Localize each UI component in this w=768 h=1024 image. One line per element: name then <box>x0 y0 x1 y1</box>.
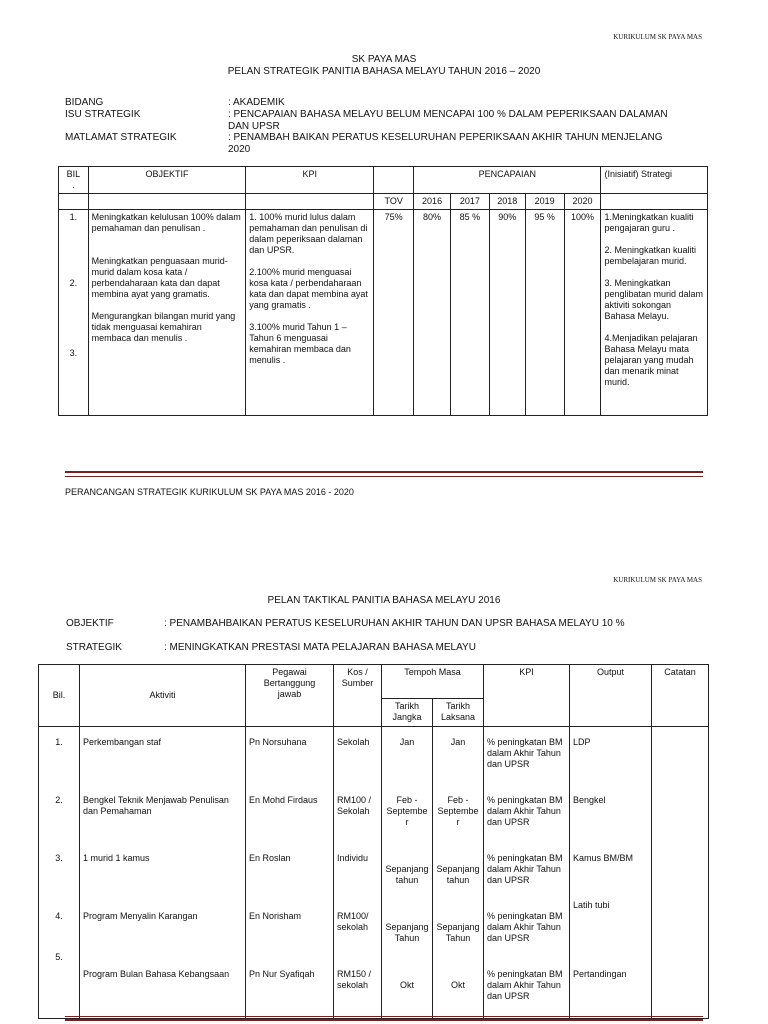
field-label-matlamat: MATLAMAT STRATEGIK <box>65 132 177 143</box>
tactical-plan-table <box>38 664 709 1019</box>
row-5-bil: 5. <box>55 952 63 962</box>
row-4-jangka: Sepanjang Tahun <box>385 922 429 943</box>
page2-bottom-divider <box>65 1019 703 1021</box>
header-objektif: OBJEKTIF <box>88 167 246 194</box>
pencapaian-2020: 100% <box>564 210 601 416</box>
row-1-aktiviti: Perkembangan staf <box>83 737 162 747</box>
bil-1: 1. <box>69 212 78 222</box>
th-bil: Bil. <box>39 665 80 727</box>
header-blank <box>374 167 414 194</box>
row-2-jangka: Feb - Septembe r <box>386 795 428 827</box>
th-kpi: KPI <box>484 665 570 727</box>
bil-3: 3. <box>69 348 78 358</box>
catatan-cell <box>652 727 709 1019</box>
objektif-3: Mengurangkan bilangan murid yang tidak menguasai kemahiran membaca dan menulis . <box>91 311 236 343</box>
row-5-laksana: Okt <box>450 980 465 990</box>
strategik-value: : MENINGKATKAN PRESTASI MATA PELAJARAN BAHASA MELAYU <box>164 642 476 653</box>
field-label-bidang: BIDANG <box>65 97 104 108</box>
row-3-jangka: Sepanjang tahun <box>385 864 429 885</box>
row-4-kos: RM100/ sekolah <box>337 911 369 932</box>
th-tarikh-laksana: Tarikh Laksana <box>433 699 484 727</box>
kpi-3: 3.100% murid Tahun 1 – Tahun 6 menguasai kemahiran membaca dan menulis . <box>249 322 351 365</box>
field-value-matlamat: : PENAMBAH BAIKAN PERATUS KESELURUHAN PEPERIKSAAN AKHIR TAHUN MENJELANG 2020 <box>228 132 663 155</box>
row-1-bil: 1. <box>55 737 63 747</box>
row-1-kpi: % peningkatan BM dalam Akhir Tahun dan UPSR <box>487 737 563 769</box>
strategi-1: 1.Meningkatkan kualiti pengajaran guru . <box>604 212 694 233</box>
row-1-output: LDP <box>573 737 591 747</box>
strategi-3: 3. Meningkatkan penglibatan murid dalam aktiviti sokongan Bahasa Melayu. <box>604 278 704 321</box>
subheader-2020: 2020 <box>564 194 601 210</box>
header-pencapaian: PENCAPAIAN <box>414 167 601 194</box>
row-4-aktiviti: Program Menyalin Karangan <box>83 911 198 921</box>
objektif-label: OBJEKTIF <box>66 618 114 629</box>
row-1-pegawai: Pn Norsuhana <box>249 737 307 747</box>
row-5-pegawai: Pn Nur Syafiqah <box>249 969 315 979</box>
header-kpi: KPI <box>246 167 374 194</box>
row-3-kpi: % peningkatan BM dalam Akhir Tahun dan UPSR <box>487 853 563 885</box>
row-3-bil: 3. <box>55 853 63 863</box>
th-kos: Kos / Sumber <box>334 665 382 727</box>
field-value-bidang: : AKADEMIK <box>228 97 285 108</box>
subheader-2018: 2018 <box>489 194 525 210</box>
page-header-right: KURIKULUM SK PAYA MAS <box>613 33 702 41</box>
pencapaian-2018: 90% <box>489 210 525 416</box>
row-2-aktiviti: Bengkel Teknik Menjawab Penulisan dan Pemahaman <box>83 795 229 816</box>
row-3-kos: Individu <box>337 853 369 863</box>
page2-header-right: KURIKULUM SK PAYA MAS <box>613 576 702 584</box>
objektif-2: Meningkatkan penguasaan murid- murid dalam kosa kata / perbendaharaan kata dan dapat membina ayat yang gramatis. <box>91 256 228 299</box>
subheader-2019: 2019 <box>525 194 564 210</box>
row-2-kpi: % peningkatan BM dalam Akhir Tahun dan UPSR <box>487 795 563 827</box>
row-4-bil: 4. <box>55 911 63 921</box>
footer-divider-thin <box>65 476 703 477</box>
field-value-isu: : PENCAPAIAN BAHASA MELAYU BELUM MENCAPAI 100 % DALAM PEPERIKSAAN DALAMAN DAN UPSR <box>228 109 668 132</box>
row-2-kos: RM100 / Sekolah <box>337 795 372 816</box>
th-tarikh-jangka: Tarikh Jangka <box>382 699 433 727</box>
header-bil: BIL . <box>59 167 89 194</box>
row-5-kpi: % peningkatan BM dalam Akhir Tahun dan UPSR <box>487 969 563 1001</box>
kpi-2: 2.100% murid menguasai kosa kata / perbendaharaan kata dan dapat membina ayat yang gramatis . <box>249 267 368 310</box>
tactical-title: PELAN TAKTIKAL PANITIA BAHASA MELAYU 2016 <box>267 595 501 606</box>
page-footer: PERANCANGAN STRATEGIK KURIKULUM SK PAYA MAS 2016 - 2020 <box>65 487 354 497</box>
th-catatan: Catatan <box>652 665 709 727</box>
row-2-laksana: Feb - Septembe r <box>437 795 479 827</box>
row-1-jangka: Jan <box>399 737 415 747</box>
row-4-pegawai: En Norisham <box>249 911 302 921</box>
strategi-2: 2. Meningkatkan kualiti pembelajaran murid. <box>604 245 697 266</box>
row-4-laksana: Sepanjang Tahun <box>436 922 480 943</box>
th-output: Output <box>570 665 652 727</box>
row-5-jangka: Okt <box>399 980 414 990</box>
bil-2: 2. <box>69 278 78 288</box>
field-label-isu: ISU STRATEGIK <box>65 109 141 120</box>
objektif-value: : PENAMBAHBAIKAN PERATUS KESELURUHAN AKHIR TAHUN DAN UPSR BAHASA MELAYU 10 % <box>164 618 625 629</box>
row-3-output: Kamus BM/BM <box>573 853 634 863</box>
footer-divider-thick <box>65 471 703 473</box>
subheader-2016: 2016 <box>414 194 451 210</box>
row-5-kos: RM150 / sekolah <box>337 969 372 990</box>
row-4-kpi: % peningkatan BM dalam Akhir Tahun dan UPSR <box>487 911 563 943</box>
row-2-bil: 2. <box>55 795 63 805</box>
row-3-pegawai: En Roslan <box>249 853 291 863</box>
subheader-tov: TOV <box>374 194 414 210</box>
objektif-1: Meningkatkan kelulusan 100% dalam pemahaman dan penulisan . <box>91 212 241 233</box>
pencapaian-2016: 80% <box>414 210 451 416</box>
th-tempoh: Tempoh Masa <box>382 665 484 699</box>
strategic-plan-table <box>58 166 708 416</box>
row-1-laksana: Jan <box>450 737 466 747</box>
row-3-laksana: Sepanjang tahun <box>436 864 480 885</box>
pencapaian-2017: 85 % <box>450 210 489 416</box>
pencapaian-tov: 75% <box>374 210 414 416</box>
pencapaian-2019: 95 % <box>525 210 564 416</box>
row-2-pegawai: En Mohd Firdaus <box>249 795 318 805</box>
strategik-label: STRATEGIK <box>66 642 122 653</box>
row-4-output: Latih tubi <box>573 900 610 910</box>
row-1-kos: Sekolah <box>337 737 370 747</box>
row-5-aktiviti: Program Bulan Bahasa Kebangsaan <box>83 969 230 979</box>
kpi-1: 1. 100% murid lulus dalam pemahaman dan penulisan di dalam peperiksaan dalaman dan UPSR. <box>249 212 368 255</box>
school-name: SK PAYA MAS <box>351 54 417 65</box>
row-2-output: Bengkel <box>573 795 606 805</box>
subheader-2017: 2017 <box>450 194 489 210</box>
row-5-output: Pertandingan <box>573 969 627 979</box>
th-aktiviti: Aktiviti <box>80 665 246 727</box>
th-pegawai: Pegawai Bertanggung jawab <box>246 665 334 727</box>
strategi-4: 4.Menjadikan pelajaran Bahasa Melayu mata pelajaran yang mudah dan menarik minat murid. <box>604 333 698 387</box>
row-3-aktiviti: 1 murid 1 kamus <box>83 853 150 863</box>
page2-bottom-divider-thin <box>65 1016 703 1017</box>
plan-title: PELAN STRATEGIK PANITIA BAHASA MELAYU TAHUN 2016 – 2020 <box>227 66 541 77</box>
header-strategi: (Inisiatif) Strategi <box>601 167 708 194</box>
